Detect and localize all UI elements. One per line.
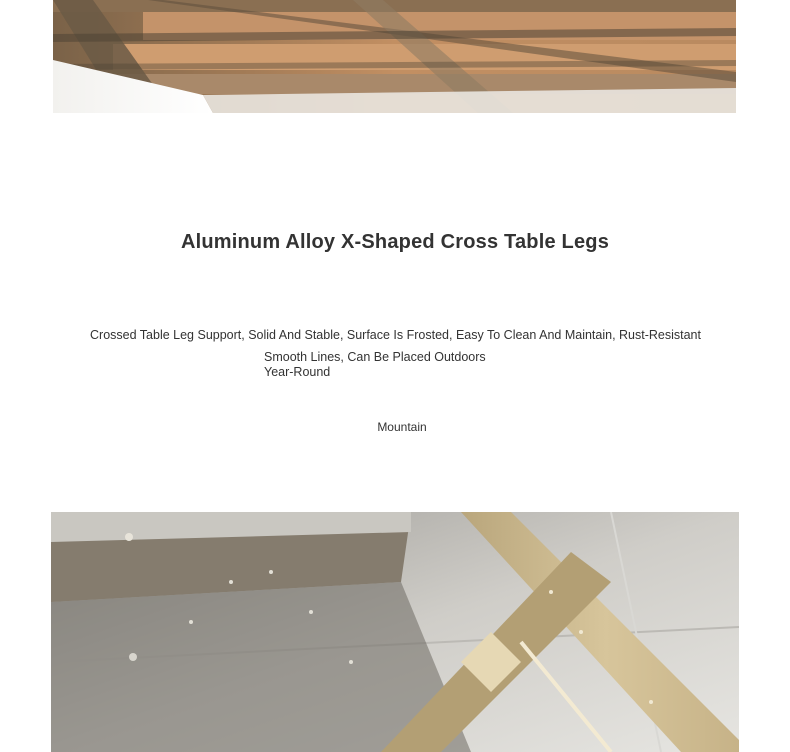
tabletop-underside-photo <box>53 0 736 113</box>
feature-title: Aluminum Alloy X-Shaped Cross Table Legs <box>180 231 610 253</box>
feature-description-line-2: Smooth Lines, Can Be Placed Outdoors <box>264 350 486 364</box>
feature-tag: Mountain <box>377 420 427 434</box>
feature-description-line-1: Crossed Table Leg Support, Solid And Stable, Surface Is Frosted, Easy To Clean And Maintain, Rust-Resistant <box>90 328 701 342</box>
tabletop-photo-graphic <box>53 0 736 113</box>
feature-description-line-3: Year-Round <box>264 365 331 379</box>
table-leg-photo-graphic <box>51 512 739 752</box>
table-leg-photo <box>51 512 739 752</box>
